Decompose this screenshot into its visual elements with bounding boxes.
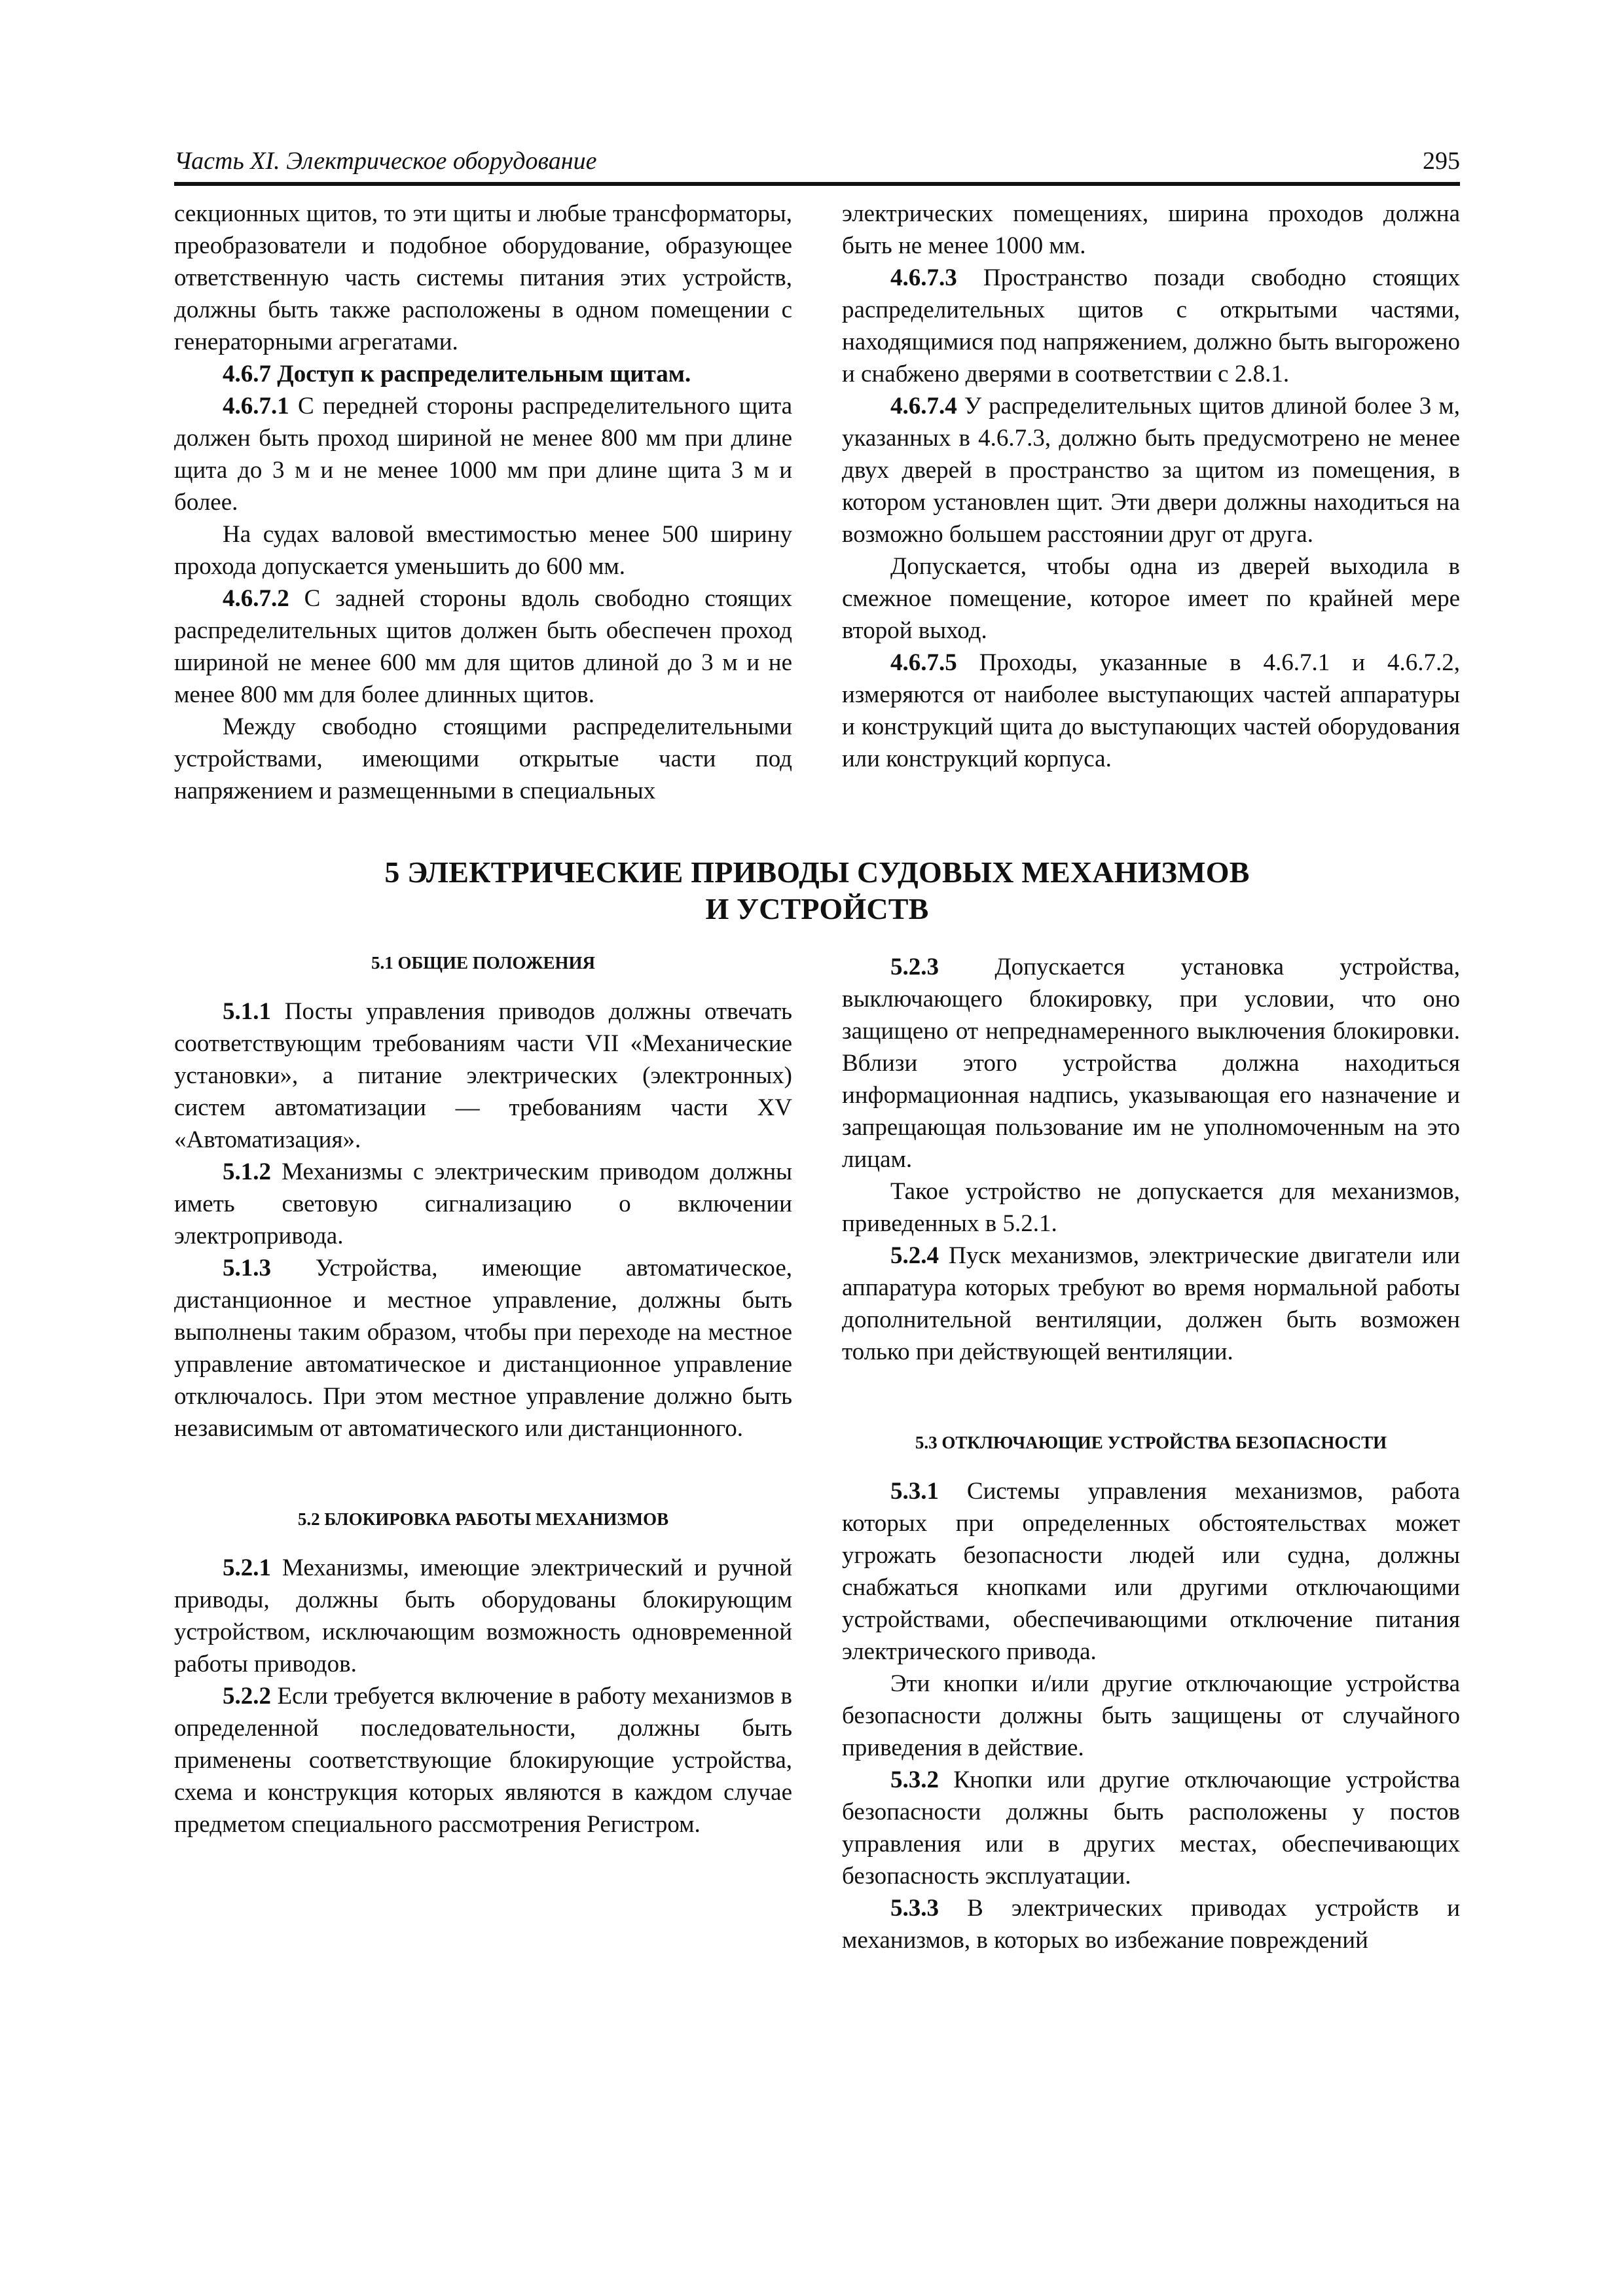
subsection-heading: 5.3 ОТКЛЮЧАЮЩИЕ УСТРОЙСТВА БЕЗОПАСНОСТИ bbox=[915, 1433, 1387, 1452]
paragraph-number: 5.3.2 bbox=[890, 1767, 939, 1793]
paragraph-text: Если требуется включение в работу механизмов в определенной последовательности, должны быть применены соответствующие блокирующие устройства, схема и конструкция которых являются в каждом случае предметом специального рассмотрения Регистром. bbox=[174, 1683, 793, 1838]
paragraph-text: Механизмы, имеющие электрический и ручной приводы, должны быть оборудованы блокирующим устройством, исключающим возможность одновременной работы приводов. bbox=[174, 1554, 792, 1677]
paragraph-number: 5.3.1 bbox=[890, 1478, 939, 1505]
top-left-column bbox=[174, 198, 792, 807]
paragraph-text: Посты управления приводов должны отвечать соответствующим требованиям части VII «Механические установки», а питание электрических (электронных) систем автоматизации — требованиям части XV «Автоматизация». bbox=[174, 998, 792, 1153]
paragraph bbox=[174, 358, 792, 390]
paragraph-text: Пространство позади свободно стоящих распределительных щитов с открытыми частями, находящимися под напряжением, должно быть выгорожено и снабжено дверями в соответствии с 2.8.1. bbox=[842, 264, 1461, 387]
lower-two-column-text bbox=[174, 951, 1460, 1956]
paragraph bbox=[842, 1668, 1460, 1764]
paragraph-text: Проходы, указанные в 4.6.7.1 и 4.6.7.2, измеряются от наиболее выступающих частей аппаратуры и конструкций щита до выступающих частей оборудования или конструкций корпуса. bbox=[842, 649, 1460, 772]
lower-right-column bbox=[842, 951, 1460, 1956]
running-title: Часть XI. Электрическое оборудование bbox=[174, 147, 597, 175]
paragraph-number: 5.1.2 bbox=[223, 1158, 271, 1185]
paragraph bbox=[174, 1156, 792, 1252]
paragraph-text: Механизмы с электрическим приводом должны иметь световую сигнализацию о включении электропривода. bbox=[174, 1158, 792, 1249]
paragraph-text: Доступ к распределительным щитам. bbox=[277, 361, 691, 387]
paragraph bbox=[842, 1240, 1460, 1368]
paragraph bbox=[174, 1552, 792, 1680]
paragraph bbox=[174, 1680, 792, 1840]
paragraph bbox=[174, 583, 792, 711]
paragraph-text: Допускается, чтобы одна из дверей выходила в смежное помещение, которое имеет по крайней мере второй выход. bbox=[842, 553, 1460, 644]
paragraph-text: Системы управления механизмов, работа которых при определенных обстоятельствах может угрожать безопасности людей или судна, должны снабжаться кнопками или другими отключающими устройствами, обеспечивающими отключение питания электрического привода. bbox=[842, 1478, 1460, 1665]
paragraph-number: 4.6.7.2 bbox=[223, 585, 289, 612]
paragraph bbox=[174, 198, 792, 358]
paragraph-number: 5.2.4 bbox=[890, 1242, 939, 1269]
paragraph bbox=[174, 390, 792, 518]
paragraph bbox=[842, 550, 1460, 647]
paragraph-number: 5.1.3 bbox=[223, 1255, 271, 1282]
subsection-heading: 5.1 ОБЩИЕ ПОЛОЖЕНИЯ bbox=[371, 953, 596, 973]
paragraph bbox=[174, 518, 792, 583]
section-title-line: 5 ЭЛЕКТРИЧЕСКИЕ ПРИВОДЫ СУДОВЫХ МЕХАНИЗМОВ bbox=[384, 855, 1250, 889]
paragraph bbox=[842, 262, 1460, 390]
paragraph bbox=[174, 1252, 792, 1444]
paragraph bbox=[174, 996, 792, 1156]
document-page bbox=[174, 141, 1460, 2183]
paragraph-text: В электрических приводах устройств и механизмов, в которых во избежание повреждений bbox=[842, 1895, 1461, 1954]
lower-left-column bbox=[174, 951, 792, 1840]
paragraph-text: На судах валовой вместимостью менее 500 ширину прохода допускается уменьшить до 600 мм. bbox=[174, 521, 792, 580]
paragraph-text: Эти кнопки и/или другие отключающие устройства безопасности должны быть защищены от случайного приведения в действие. bbox=[842, 1670, 1460, 1761]
paragraph-number: 5.2.1 bbox=[223, 1554, 271, 1581]
paragraph-text: Кнопки или другие отключающие устройства безопасности должны быть расположены у постов управления или в других местах, обеспечивающих безопасность эксплуатации. bbox=[842, 1767, 1460, 1890]
paragraph bbox=[842, 1475, 1460, 1668]
paragraph bbox=[842, 198, 1460, 262]
paragraph bbox=[842, 1764, 1460, 1892]
paragraph bbox=[842, 390, 1460, 550]
paragraph bbox=[842, 951, 1460, 1175]
paragraph-number: 5.2.3 bbox=[890, 954, 939, 980]
paragraph-text: Между свободно стоящими распределительными устройствами, имеющими открытые части под напряжением и размещенными в специальных bbox=[174, 713, 792, 804]
paragraph bbox=[842, 647, 1460, 775]
paragraph-text: С задней стороны вдоль свободно стоящих распределительных щитов должен быть обеспечен проход шириной не менее 600 мм для щитов длиной до 3 м и не менее 800 мм для более длинных щитов. bbox=[174, 585, 793, 708]
paragraph bbox=[842, 1175, 1460, 1240]
paragraph-text: У распределительных щитов длиной более 3 м, указанных в 4.6.7.3, должно быть предусмотрено не менее двух дверей в пространство за щитом из помещения, в котором установлен щит. Эти двери должны находиться на возможно большем расстоянии друг от друга. bbox=[842, 393, 1460, 548]
paragraph-text: Пуск механизмов, электрические двигатели или аппаратура которых требуют во время нормальной работы дополнительной вентиляции, должен быть возможен только при действующей вентиляции. bbox=[842, 1242, 1460, 1365]
section-title-line: И УСТРОЙСТВ bbox=[705, 892, 929, 925]
paragraph-number: 4.6.7.5 bbox=[890, 649, 957, 676]
paragraph-text: секционных щитов, то эти щиты и любые трансформаторы, преобразователи и подобное оборудование, образующее ответственную часть системы питания этих устройств, должны быть также расположены в одном помещении с генераторными агрегатами. bbox=[174, 200, 792, 355]
page-number: 295 bbox=[1423, 147, 1460, 175]
paragraph-text: Допускается установка устройства, выключающего блокировку, при условии, что оно защищено от непреднамеренного выключения блокировки. Вблизи этого устройства должна находиться информационная надпись, указывающая его назначение и запрещающая пользование им не уполномоченным на это лицам. bbox=[842, 954, 1461, 1173]
paragraph-text: Устройства, имеющие автоматическое, дистанционное и местное управление, должны быть выполнены таким образом, чтобы при переходе на местное управление автоматическое и дистанционное управление отключалось. При этом местное управление должно быть независимым от автоматического или дистанционного. bbox=[174, 1255, 792, 1442]
section-title bbox=[174, 854, 1460, 927]
paragraph-number: 4.6.7 bbox=[223, 361, 271, 387]
top-two-column-text bbox=[174, 198, 1460, 807]
paragraph-number: 4.6.7.4 bbox=[890, 393, 957, 420]
paragraph-text: Такое устройство не допускается для механизмов, приведенных в 5.2.1. bbox=[842, 1178, 1460, 1237]
subsection-heading: 5.2 БЛОКИРОВКА РАБОТЫ МЕХАНИЗМОВ bbox=[297, 1509, 669, 1529]
paragraph-number: 5.1.1 bbox=[223, 998, 271, 1025]
paragraph-text: С передней стороны распределительного щита должен быть проход шириной не менее 800 мм при длине щита до 3 м и не менее 1000 мм при длине щита 3 м и более. bbox=[174, 393, 792, 516]
running-header bbox=[174, 141, 1460, 186]
paragraph-text: электрических помещениях, ширина проходов должна быть не менее 1000 мм. bbox=[842, 200, 1460, 259]
paragraph bbox=[842, 1892, 1460, 1956]
paragraph bbox=[174, 711, 792, 807]
paragraph-number: 5.2.2 bbox=[223, 1683, 271, 1710]
top-right-column bbox=[842, 198, 1460, 775]
paragraph-number: 4.6.7.3 bbox=[890, 264, 957, 291]
paragraph-number: 5.3.3 bbox=[890, 1895, 939, 1922]
paragraph-number: 4.6.7.1 bbox=[223, 393, 289, 420]
